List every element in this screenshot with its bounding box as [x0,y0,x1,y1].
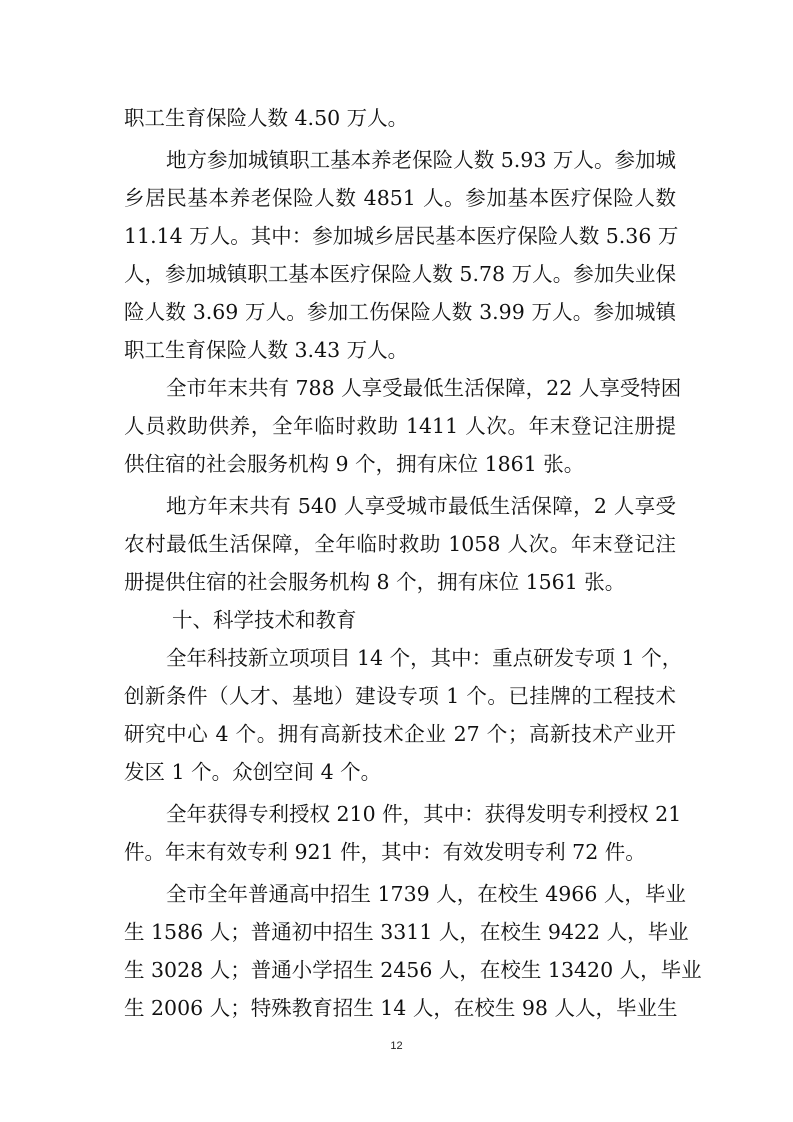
paragraph-first-line: 全年获得专利授权 210 件，其中：获得发明专利授权 21 [166,802,682,826]
text-line: 险人数 3.69 万人。参加工伤保险人数 3.99 万人。参加城镇 [124,300,676,324]
section-heading: 十、科学技术和教育 [172,608,357,632]
paragraph-first-line: 全市全年普通高中招生 1739 人，在校生 4966 人，毕业 [166,882,686,906]
paragraph-first-line: 地方参加城镇职工基本养老保险人数 5.93 万人。参加城 [166,148,676,172]
text-line: 生 1586 人；普通初中招生 3311 人，在校生 9422 人，毕业 [124,920,689,944]
text-line: 人员救助供养，全年临时救助 1411 人次。年末登记注册提 [124,414,676,438]
paragraph-first-line: 全年科技新立项项目 14 个，其中：重点研发专项 1 个， [166,646,683,670]
text-line: 乡居民基本养老保险人数 4851 人。参加基本医疗保险人数 [124,186,676,210]
text-line: 职工生育保险人数 4.50 万人。 [124,106,409,130]
text-line: 发区 1 个。众创空间 4 个。 [124,760,382,784]
text-line: 11.14 万人。其中：参加城乡居民基本医疗保险人数 5.36 万 [124,224,679,248]
text-line: 生 2006 人；特殊教育招生 14 人，在校生 98 人人，毕业生 [124,996,678,1020]
text-line: 职工生育保险人数 3.43 万人。 [124,338,409,362]
paragraph-first-line: 地方年末共有 540 人享受城市最低生活保障，2 人享受 [166,494,676,518]
text-line: 件。年末有效专利 921 件，其中：有效发明专利 72 件。 [124,840,646,864]
text-line: 人，参加城镇职工基本医疗保险人数 5.78 万人。参加失业保 [124,262,676,286]
text-line: 研究中心 4 个。拥有高新技术企业 27 个；高新技术产业开 [124,722,676,746]
page-number: 12 [390,1040,403,1052]
paragraph-first-line: 全市年末共有 788 人享受最低生活保障，22 人享受特困 [166,376,682,400]
text-line: 供住宿的社会服务机构 9 个，拥有床位 1861 张。 [124,452,585,476]
text-line: 生 3028 人；普通小学招生 2456 人，在校生 13420 人，毕业 [124,958,702,982]
text-line: 农村最低生活保障，全年临时救助 1058 人次。年末登记注 [124,532,676,556]
text-line: 册提供住宿的社会服务机构 8 个，拥有床位 1561 张。 [124,570,626,594]
text-line: 创新条件（人才、基地）建设专项 1 个。已挂牌的工程技术 [124,684,676,708]
